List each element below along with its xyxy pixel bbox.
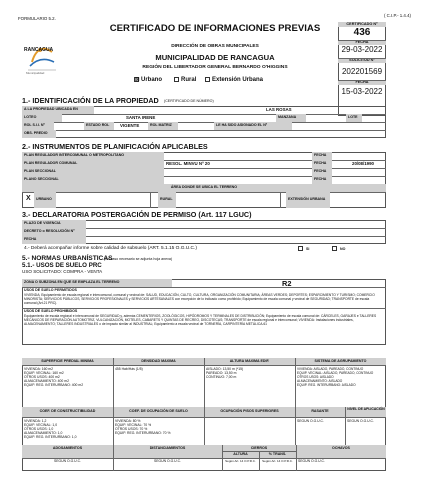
obs-predio-label: OBS. PREDIO bbox=[24, 131, 48, 135]
area-urbano-label: URBANO bbox=[36, 197, 52, 201]
region-name: REGIÓN DEL LIBERTADOR GENERAL BERNARDO O'HIGGINS bbox=[142, 65, 288, 70]
header-densidad: DENSIDAD MAXIMA bbox=[141, 358, 176, 363]
section-2-title: 2.- INSTRUMENTOS DE PLANIFICACIÓN APLICABLES bbox=[22, 142, 208, 151]
header-pisos-superiores: OCUPACIÓN PISOS SUPERIORES bbox=[220, 409, 279, 413]
lote-label: LOTE bbox=[348, 115, 358, 119]
logo-text: RANCAGUA bbox=[24, 47, 54, 53]
zona-value: R2 bbox=[282, 278, 292, 288]
fecha-label: FECHA bbox=[24, 237, 37, 241]
street-value: LAS ROSAS bbox=[266, 106, 292, 112]
page-title: CERTIFICADO DE INFORMACIONES PREVIAS bbox=[109, 23, 321, 34]
subsoil-si-label: SI bbox=[306, 246, 310, 251]
form-code: FORMULARIO 5.2. bbox=[18, 16, 56, 21]
plan-seccional-label: PLAN SECCIONAL bbox=[24, 169, 56, 173]
cell-distanciamientos: SEGUN O.G.U.C. bbox=[154, 459, 181, 463]
cell-superficie: VIVIENDA: 160 m2 EQUIP. VECINAL: 160 m2 OTROS USOS: 400 m2 ALMACENAMIENTO: 400 m2 EQUIP. REG. INTERURBANO: 400 m2 bbox=[24, 367, 84, 388]
cert-date: 29-03-2022 bbox=[341, 45, 383, 54]
header-cierros-trans: % TRANS. bbox=[268, 452, 287, 456]
section-1-title: 1.- IDENTIFICACIÓN DE LA PROPIEDAD bbox=[22, 96, 159, 105]
cell-ochavos: SEGUN O.G.U.C. bbox=[298, 459, 325, 463]
rol-label: ROL S.I.I. Nº bbox=[24, 123, 45, 127]
area-urbano-mark[interactable]: X bbox=[26, 194, 31, 202]
area-label: ÁREA DONDE SE UBICA EL TERRENO bbox=[170, 185, 238, 189]
section-5-title: 5.- NORMAS URBANÍSTICAS bbox=[22, 255, 113, 262]
rol-matriz-label: ROL MATRIZ bbox=[150, 123, 172, 127]
estado-rol-value: VIGENTE bbox=[120, 122, 140, 128]
cell-ocupacion: VIVIENDA: 80 % EQUIP. VECINAL: 70 % OTROS USOS: 70 % EQUIP. REG. INTERURBANO: 70 % bbox=[115, 419, 171, 436]
plano-seccional-label: PLANO SECCIONAL bbox=[24, 177, 59, 181]
extension-label: Extensión Urbana bbox=[212, 77, 264, 83]
loteo-value: SANTA IRENE bbox=[126, 114, 156, 120]
logo-subtext: Municipalidad bbox=[26, 71, 45, 75]
decreto-label: DECRETO o RESOLUCIÓN Nº bbox=[24, 229, 75, 233]
loteo-label: LOTEO bbox=[24, 115, 37, 119]
section-1-note: (CERTIFICADO DE NÚMERO) bbox=[164, 98, 214, 103]
direction-name: DIRECCIÓN DE OBRAS MUNICIPALES bbox=[171, 44, 259, 49]
header-rasante: RASANTE bbox=[311, 409, 329, 413]
cell-rasante: SEGUN O.G.U.C. bbox=[297, 418, 324, 423]
cip-code: ( C.I.P.- 1.4.4) bbox=[384, 13, 412, 18]
cell-nivel-aplicacion: SEGUN O.G.U.C. bbox=[347, 418, 374, 423]
plan-comunal-date: 20/08/1990 bbox=[352, 160, 374, 166]
plan-intercomunal-label: PLAN REGULADOR INTERCOMUNAL O METROPOLITANO bbox=[24, 153, 125, 157]
subsoil-no-checkbox[interactable] bbox=[332, 246, 337, 251]
sol-date: 15-03-2022 bbox=[341, 87, 383, 96]
header-ochavos: OCHAVOS bbox=[332, 445, 350, 450]
section-3-title: 3.- DECLARATORIA POSTERGACIÓN DE PERMISO (Art. 117 LGUC) bbox=[22, 210, 252, 219]
prohibidos-title: USOS DE SUELO PROHIBIDOS bbox=[24, 309, 78, 313]
manzana-label: MANZANA bbox=[278, 115, 297, 119]
plano-seccional-fecha-label: FECHA bbox=[314, 177, 327, 181]
header-constructibilidad: COEF. DE CONSTRUCTIBILIDAD bbox=[39, 409, 96, 413]
plazo-label: PLAZO DE VIGENCIA bbox=[24, 221, 61, 225]
rural-label: Rural bbox=[181, 77, 197, 83]
cell-densidad: 455 Hab/Hás (1/5) bbox=[115, 367, 143, 371]
cell-constructibilidad: VIVIENDA: 1,2 EQUIP. VECINAL: 1,0 OTROS USOS: 1,0 ALMACENAMIENTO: 1,0 EQUIP. REG. INTERURBANO: 1,0 bbox=[24, 419, 77, 440]
cell-cierros-trans: Según Art. 14 O.P.R.C. bbox=[262, 458, 293, 463]
cell-adosamientos: SEGUN O.G.U.C. bbox=[54, 459, 81, 463]
zona-label: ZONA O SUBZONA EN QUE SE EMPLAZA EL TERRENO bbox=[24, 280, 120, 284]
urbano-label: Urbano bbox=[141, 77, 162, 83]
urbano-checkbox[interactable]: ☒ bbox=[135, 77, 140, 83]
plan-comunal-fecha-label: FECHA bbox=[314, 161, 327, 165]
header-nivel-aplicacion: NIVEL DE APLICACIÓN bbox=[347, 407, 385, 411]
municipal-logo bbox=[22, 40, 62, 76]
subsoil-no-label: NO bbox=[340, 246, 346, 251]
cert-no-label: CERTIFICADO Nº bbox=[346, 21, 378, 26]
subsoil-si-checkbox[interactable] bbox=[298, 246, 303, 251]
uso-solicitado: USO SOLICITADO: COMPRA - VENTA bbox=[22, 269, 103, 274]
estado-rol-label: ESTADO ROL bbox=[86, 123, 110, 127]
rural-checkbox[interactable] bbox=[174, 77, 179, 82]
cell-cierros-altura: Según Art. 14 O.P.R.C. bbox=[225, 458, 256, 463]
permitidos-title: USOS DE SUELO PERMITIDOS bbox=[24, 288, 77, 292]
plan-intercomunal-fecha-label: FECHA bbox=[314, 153, 327, 157]
permitidos-text: VIVIENDA; Equipamiento de escala regional e intercomunal, comunal y vecinal de: SALUD, EDUCACIÓN, CULTO, CULTURA, ORGANIZACIÓN COMUNITARIA; ÁREAS VERDES; DEPORTES; ESPARCIMIENTO Y TURISMO; COMERCIO MINORISTA; SERVICIOS PÚBLICOS, SERVICIOS PROFESIONALES y SERVICIOS ARTESANALES con excepción de lo indicado como prohibido; Equipamiento de escala comunal y vecinal de SEGURIDAD; TRANSPORTE de escala comunal (Art.21 PRC). bbox=[24, 293, 375, 306]
assigned-number-label: LE HA SIDO ASIGNADO EL Nº bbox=[216, 123, 268, 127]
cell-altura: AISLADO: 13,50 m (*15) PAREADO: 13,50 m CONTINUO: 7,00 m bbox=[206, 367, 244, 380]
plan-seccional-fecha-label: FECHA bbox=[314, 169, 327, 173]
cell-agrupamiento: VIVIENDA: AISLADO, PAREADO, CONTINUO EQUIP. VECINAL: AISLADO, PAREADO, CONTINUO OTROS USOS: AISLADO ALMACENAMIENTO: AISLADO EQUIP. REG. INTERURBANO: AISLADO bbox=[297, 367, 374, 388]
area-extension-label: EXTENSIÓN URBANA bbox=[288, 197, 326, 201]
header-cierros-altura: ALTURA bbox=[233, 452, 248, 456]
header-ocupacion: COEF. DE OCUPACIÓN DE SUELO bbox=[129, 409, 188, 413]
municipality-name: MUNICIPALIDAD DE RANCAGUA bbox=[155, 53, 275, 62]
extension-checkbox[interactable] bbox=[205, 77, 210, 82]
header-superficie: SUPERFICIE PREDIAL MINIMA bbox=[41, 358, 94, 363]
sol-date-label: FECHA bbox=[355, 79, 369, 84]
sol-no: 202201569 bbox=[341, 67, 383, 76]
header-distanciamientos: DISTANCIAMIENTOS bbox=[149, 445, 186, 450]
street-label: A LA PROPIEDAD UBICADA EN bbox=[24, 107, 78, 111]
cert-no: 436 bbox=[353, 27, 371, 38]
header-adosamientos: ADOSAMIENTOS bbox=[52, 445, 83, 450]
subsoil-question: 4.- Deberá acompañar informe sobre calidad de subsuelo (ART. 5.1.15 O.G.U.C.) bbox=[24, 246, 197, 251]
cert-date-label: FECHA bbox=[355, 39, 369, 44]
sol-no-label: SOLICITUD Nº bbox=[349, 57, 375, 62]
plan-comunal-label: PLAN REGULADOR COMUNAL bbox=[24, 161, 78, 165]
area-rural-label: RURAL bbox=[160, 197, 173, 201]
plan-comunal-value: RESOL. MINVU Nº 20 bbox=[166, 160, 210, 166]
header-agrupamiento: SISTEMA DE AGRUPAMIENTO bbox=[314, 358, 367, 363]
header-altura: ALTURA MAXIMA EDIF. bbox=[229, 358, 270, 363]
prohibidos-text: Equipamiento de escala regional e intercomunal de SEGURIDAD y, además CEMENTERIOS, ZOOLÓGICOS, HIPÓDROMOS Y TERMINALES DE DISTRIBUCIÓN; Equipamiento de escala comunal de: CÁRCELES, GARAJES e TALLERES MECÁNICOS DE REPARACIÓN AUTOMOTRIZ, VULCANIZACIÓN, MOTELES, CABARETS Y QUINTAS DE RECREO, DISCOTECAS; TRANSPORTE de escala regional e intercomunal; VIVIENDA: Instalaciones industriales, ALMACENAMIENTO; TALLERES INDUSTRIALES o de impacto similar al INDUSTRIAL; Equipamiento a escala vecinal de TORNERÍA, CARPINTERÍA METÁLICA.61 bbox=[24, 314, 377, 327]
section-5-note: (En caso necesario se adjunta hoja anexa) bbox=[104, 257, 173, 261]
section-5-1-title: 5.1.- USOS DE SUELO PRC bbox=[22, 262, 102, 269]
header-cierros: CIERROS bbox=[250, 445, 268, 450]
